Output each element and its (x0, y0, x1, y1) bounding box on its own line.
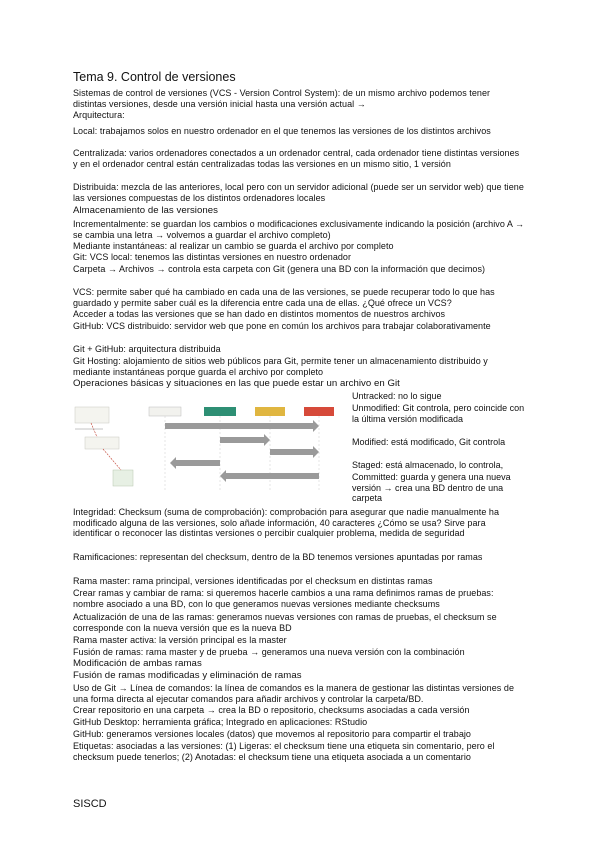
paragraph: Fusión de ramas: rama master y de prueba → generamos una nueva versión con la combinación (73, 647, 465, 657)
paragraph: Local: trabajamos solos en nuestro ordenador en el que tenemos las versiones de los distintos archivos (73, 126, 491, 136)
paragraph: GitHub: generamos versiones locales (datos) que movemos al repositorio para compartir el trabajo (73, 729, 471, 739)
state-description: Untracked: no lo sigue (352, 391, 442, 401)
paragraph: Uso de Git → Línea de comandos: la línea de comandos es la manera de gestionar las distintas versiones de una forma directa al ejecutar comandos para añadir archivos y controlar la carpeta/BD. (73, 683, 514, 704)
paragraph: Integridad: Checksum (suma de comprobación): comprobación para asegurar que nadie manualmente ha modificado alguna de las versiones, solo añade información, 40 caracteres ¿Cómo se usa? Sirve para identificar o reconocer las distintas versiones o percibir cualquier problema, medida de seguridad (73, 507, 500, 539)
paragraph: Git Hosting: alojamiento de sitios web públicos para Git, permite tener un almacenamiento distribuido y mediante instantáneas porque guarda el archivo por completo (73, 356, 488, 377)
paragraph: Crear repositorio en una carpeta → crea la BD o repositorio, checksums asociadas a cada versión (73, 705, 470, 715)
transition-arrow (313, 420, 319, 432)
diagram-connector (103, 449, 121, 470)
state-untracked (149, 407, 181, 416)
transition-arrow (165, 423, 313, 429)
paragraph: Arquitectura: (73, 110, 125, 120)
transition-arrow (226, 473, 319, 479)
paragraph: Carpeta → Archivos → controla esta carpeta con Git (genera una BD con la información que decimos) (73, 264, 486, 274)
diagram-legend-box (75, 407, 109, 423)
paragraph: Ramificaciones: representan del checksum, dentro de la BD tenemos versiones apuntadas por ramas (73, 552, 483, 562)
paragraph: GitHub: VCS distribuido: servidor web que pone en común los archivos para trabajar colaborativamente (73, 321, 491, 331)
transition-arrow (264, 434, 270, 446)
diagram-legend-box (85, 437, 119, 449)
page-title: Tema 9. Control de versiones (73, 70, 236, 84)
paragraph: Centralizada: varios ordenadores conectados a un ordenador central, cada ordenador tiene distintas versiones y en el ordenador central están centralizadas todas las versiones en un mismo sitio, 1 versión (73, 148, 520, 169)
paragraph: Actualización de una de las ramas: generamos nuevas versiones con ramas de pruebas, el checksum se corresponde con la nueva versión que es la nueva BD (73, 612, 497, 633)
paragraph: Rama master activa: la versión principal es la master (73, 635, 287, 645)
diagram-legend-box (113, 470, 133, 486)
transition-arrow (313, 446, 319, 458)
state-description: Staged: está almacenado, lo controla, (352, 460, 504, 470)
transition-arrow (170, 457, 176, 469)
state-description: Unmodified: Git controla, pero coincide con la última versión modificada (352, 403, 525, 424)
paragraph: Etiquetas: asociadas a las versiones: (1) Ligeras: el checksum tiene una etiqueta sin comentario, pero el checksum puede tenerlos; (2) Anotadas: el checksum tiene una etiqueta asociada a un comentario (73, 741, 495, 762)
transition-arrow (270, 449, 313, 455)
paragraph: Mediante instantáneas: al realizar un cambio se guarda el archivo por completo (73, 241, 394, 251)
section-heading: Fusión de ramas modificadas y eliminación de ramas (73, 670, 302, 681)
section-heading: Operaciones básicas y situaciones en las que puede estar un archivo en Git (73, 378, 400, 389)
state-modified (255, 407, 285, 416)
paragraph: Incrementalmente: se guardan los cambios o modificaciones exclusivamente indicando la posición (archivo A → se cambia una letra → volvemos a guardar el archivo completo) (73, 219, 525, 240)
paragraph: Sistemas de control de versiones (VCS - Version Control System): de un mismo archivo podemos tener distintas versiones, desde una versión inicial hasta una versión actual → (73, 88, 491, 109)
section-heading: Modificación de ambas ramas (73, 658, 202, 669)
state-staged (304, 407, 334, 416)
paragraph: Git + GitHub: arquitectura distribuida (73, 344, 221, 354)
paragraph: Rama master: rama principal, versiones identificadas por el checksum en distintas ramas (73, 576, 433, 586)
paragraph: Crear ramas y cambiar de rama: si queremos hacerle cambios a una rama definimos ramas de pruebas: nombre asociado a una BD, con lo que generamos nuevas versiones mediante checksums (73, 588, 494, 609)
transition-arrows (165, 420, 319, 482)
paragraph: GitHub Desktop: herramienta gráfica; Integrado en aplicaciones: RStudio (73, 717, 368, 727)
state-description: Committed: guarda y genera una nueva versión → crea una BD dentro de una carpeta (352, 472, 511, 504)
transition-arrow (220, 470, 226, 482)
state-unmodified (204, 407, 236, 416)
footer-label: SISCD (73, 798, 107, 810)
paragraph: VCS: permite saber qué ha cambiado en cada una de las versiones, se puede recuperar todo lo que has guardado y permite saber cuál es la diferencia entre cada una de ellas. ¿Qué ofrece un VCS? (73, 287, 495, 308)
transition-arrow (220, 437, 264, 443)
state-description: Modified: está modificado, Git controla (352, 437, 506, 447)
transition-arrow (176, 460, 220, 466)
diagram-connector (91, 423, 97, 437)
section-heading: Almacenamiento de las versiones (73, 205, 218, 216)
paragraph: Git: VCS local: tenemos las distintas versiones en nuestro ordenador (73, 252, 352, 262)
paragraph: Distribuida: mezcla de las anteriores, local pero con un servidor adicional (puede ser un servidor web) que tiene las versiones compuestas de los distintos ordenadores locales (73, 182, 524, 203)
git-states-diagram (73, 403, 345, 495)
paragraph: Acceder a todas las versiones que se han dado en distintos momentos de nuestros archivos (73, 309, 446, 319)
